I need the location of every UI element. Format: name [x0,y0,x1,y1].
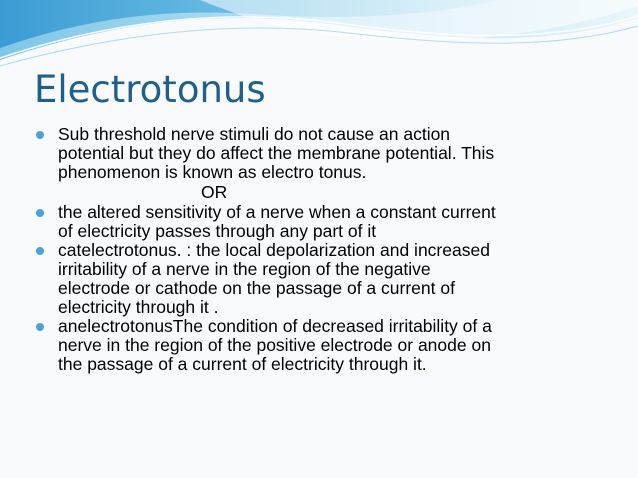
bullet-text-line: of electricity passes through any part of it [58,221,377,241]
list-item [36,203,606,241]
bullet-text-line: irritability of a nerve in the region of the negative [58,259,431,279]
list-item [36,125,606,182]
list-item [36,241,606,317]
bullet-text-line: electricity through it . [58,297,219,317]
or-separator: OR [201,182,228,202]
list-item [36,317,606,374]
slide-title: Electrotonus [34,68,266,111]
bullet-dot-icon [36,323,44,331]
separator-line [36,182,606,203]
bullet-list [36,125,606,374]
bullet-text-line: Sub threshold nerve stimuli do not cause an action [58,124,451,144]
bullet-text-line: catelectrotonus. : the local depolarization and increased [58,240,490,260]
bullet-text-line: potential but they do affect the membrane potential. This [58,143,495,163]
bullet-text-line: anelectrotonusThe condition of decreased irritability of a [58,316,492,336]
bullet-text-line: the passage of a current of electricity through it. [58,354,427,374]
bullet-dot-icon [36,209,44,217]
bullet-dot-icon [36,131,44,139]
bullet-text-line: the altered sensitivity of a nerve when a constant current [58,202,496,222]
bullet-text-line: nerve in the region of the positive electrode or anode on [58,335,491,355]
bullet-dot-icon [36,247,44,255]
bullet-text-line: phenomenon is known as electro tonus. [58,162,367,182]
bullet-text-line: electrode or cathode on the passage of a current of [58,278,455,298]
